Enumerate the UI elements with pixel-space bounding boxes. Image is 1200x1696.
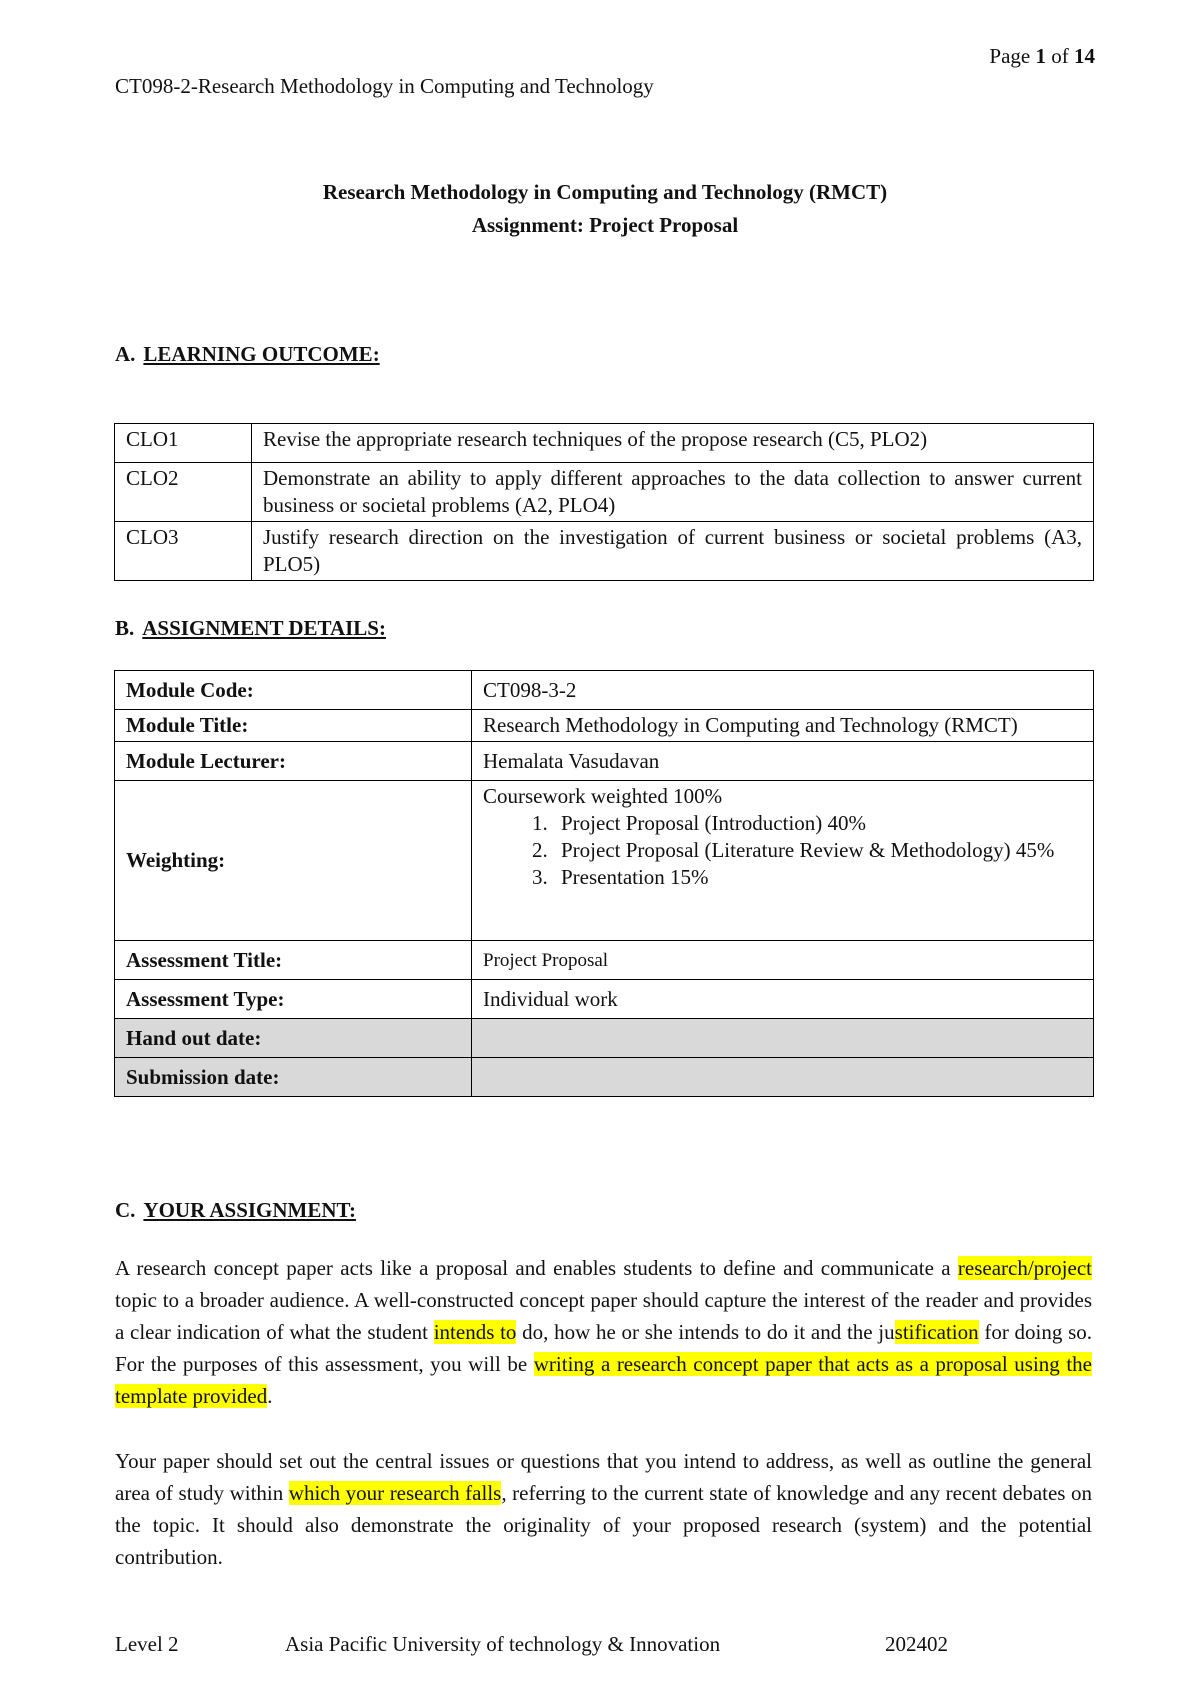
- page-current: 1: [1035, 44, 1046, 68]
- assignment-paragraph-2: Your paper should set out the central issues or questions that you intend to address, as well as outline the general area of study within which your research falls, referring to the current state of knowledge and any recent debates on the topic. It should also demonstrate the originality of your proposed research (system) and the potential contribution.: [115, 1449, 1093, 1569]
- weighting-intro: Coursework weighted 100%: [483, 784, 723, 808]
- running-header: CT098-2-Research Methodology in Computing and Technology: [115, 74, 654, 98]
- assessment-title-label: Assessment Title:: [115, 941, 472, 980]
- clo-code: CLO1: [115, 424, 252, 463]
- section-b-heading: [115, 616, 386, 641]
- highlighted-text: writing a research concept paper that acts as a proposal using the template provided: [115, 1352, 1092, 1408]
- table-row: [115, 710, 1094, 742]
- section-b-letter: B.: [115, 616, 135, 640]
- assignment-paragraph-1: A research concept paper acts like a proposal and enables students to define and communicate a research/project topic to a broader audience. A well-constructed concept paper should capture the interest of the reader and provides a clear indication of what the student intends to do, how he or she intends to do it and the justification for doing so. For the purposes of this assessment, you will be writing a research concept paper that acts as a proposal using the template provided.: [115, 1256, 1092, 1408]
- section-a-heading: [115, 342, 380, 367]
- module-code-value: CT098-3-2: [472, 671, 1094, 710]
- hand-out-date-label: Hand out date:: [115, 1019, 472, 1058]
- table-row: [115, 980, 1094, 1019]
- section-b-title: ASSIGNMENT DETAILS:: [142, 616, 386, 640]
- assessment-title-value: Project Proposal: [472, 941, 1094, 980]
- clo-code: CLO3: [115, 522, 252, 581]
- table-row: [115, 742, 1094, 781]
- list-item: 2. Project Proposal (Literature Review & Methodology) 45%: [553, 837, 1082, 864]
- page-label: Page: [989, 44, 1031, 68]
- table-row: [115, 781, 1094, 941]
- section-c-title: YOUR ASSIGNMENT:: [143, 1198, 356, 1222]
- table-row: [115, 941, 1094, 980]
- table-row: [115, 1019, 1094, 1058]
- section-c-heading: [115, 1198, 356, 1223]
- table-row: [115, 424, 1094, 463]
- assessment-type-label: Assessment Type:: [115, 980, 472, 1019]
- section-a-title: LEARNING OUTCOME:: [143, 342, 380, 366]
- submission-date-label: Submission date:: [115, 1058, 472, 1097]
- assignment-details-table: [114, 670, 1094, 1097]
- weighting-value: [472, 781, 1094, 941]
- table-row: [115, 671, 1094, 710]
- clo-description: Justify research direction on the investigation of current business or societal problems (A3, PLO5): [252, 522, 1094, 581]
- module-lecturer-label: Module Lecturer:: [115, 742, 472, 781]
- clo-description: Demonstrate an ability to apply different approaches to the data collection to answer current business or societal problems (A2, PLO4): [252, 463, 1094, 522]
- hand-out-date-value: [472, 1019, 1094, 1058]
- highlighted-text: stification: [894, 1320, 979, 1344]
- section-a-letter: A.: [115, 342, 136, 366]
- highlighted-text: intends to: [433, 1320, 517, 1344]
- module-code-label: Module Code:: [115, 671, 472, 710]
- page-number: [989, 44, 1095, 69]
- weighting-label: Weighting:: [115, 781, 472, 941]
- weighting-list: [483, 810, 1082, 891]
- document-title: Research Methodology in Computing and Technology (RMCT): [322, 180, 888, 204]
- document-subtitle: Assignment: Project Proposal: [471, 213, 739, 237]
- table-row: [115, 522, 1094, 581]
- table-row: [115, 463, 1094, 522]
- highlighted-text: which your research falls: [288, 1481, 502, 1505]
- page-total: 14: [1074, 44, 1095, 68]
- assessment-type-value: Individual work: [472, 980, 1094, 1019]
- footer-code: 202402: [885, 1632, 948, 1656]
- list-item: 1. Project Proposal (Introduction) 40%: [553, 810, 1082, 837]
- clo-code: CLO2: [115, 463, 252, 522]
- page-of: of: [1051, 44, 1069, 68]
- submission-date-value: [472, 1058, 1094, 1097]
- list-item: 3. Presentation 15%: [553, 864, 1082, 891]
- table-row: [115, 1058, 1094, 1097]
- footer-institution: Asia Pacific University of technology & Innovation: [285, 1632, 721, 1656]
- clo-description: Revise the appropriate research techniques of the propose research (C5, PLO2): [252, 424, 1094, 463]
- module-lecturer-value: Hemalata Vasudavan: [472, 742, 1094, 781]
- module-title-label: Module Title:: [115, 710, 472, 742]
- footer-level: Level 2: [115, 1632, 179, 1656]
- section-c-letter: C.: [115, 1198, 136, 1222]
- module-title-value: Research Methodology in Computing and Technology (RMCT): [472, 710, 1094, 742]
- learning-outcome-table: [114, 423, 1094, 581]
- highlighted-text: research/project: [957, 1256, 1092, 1280]
